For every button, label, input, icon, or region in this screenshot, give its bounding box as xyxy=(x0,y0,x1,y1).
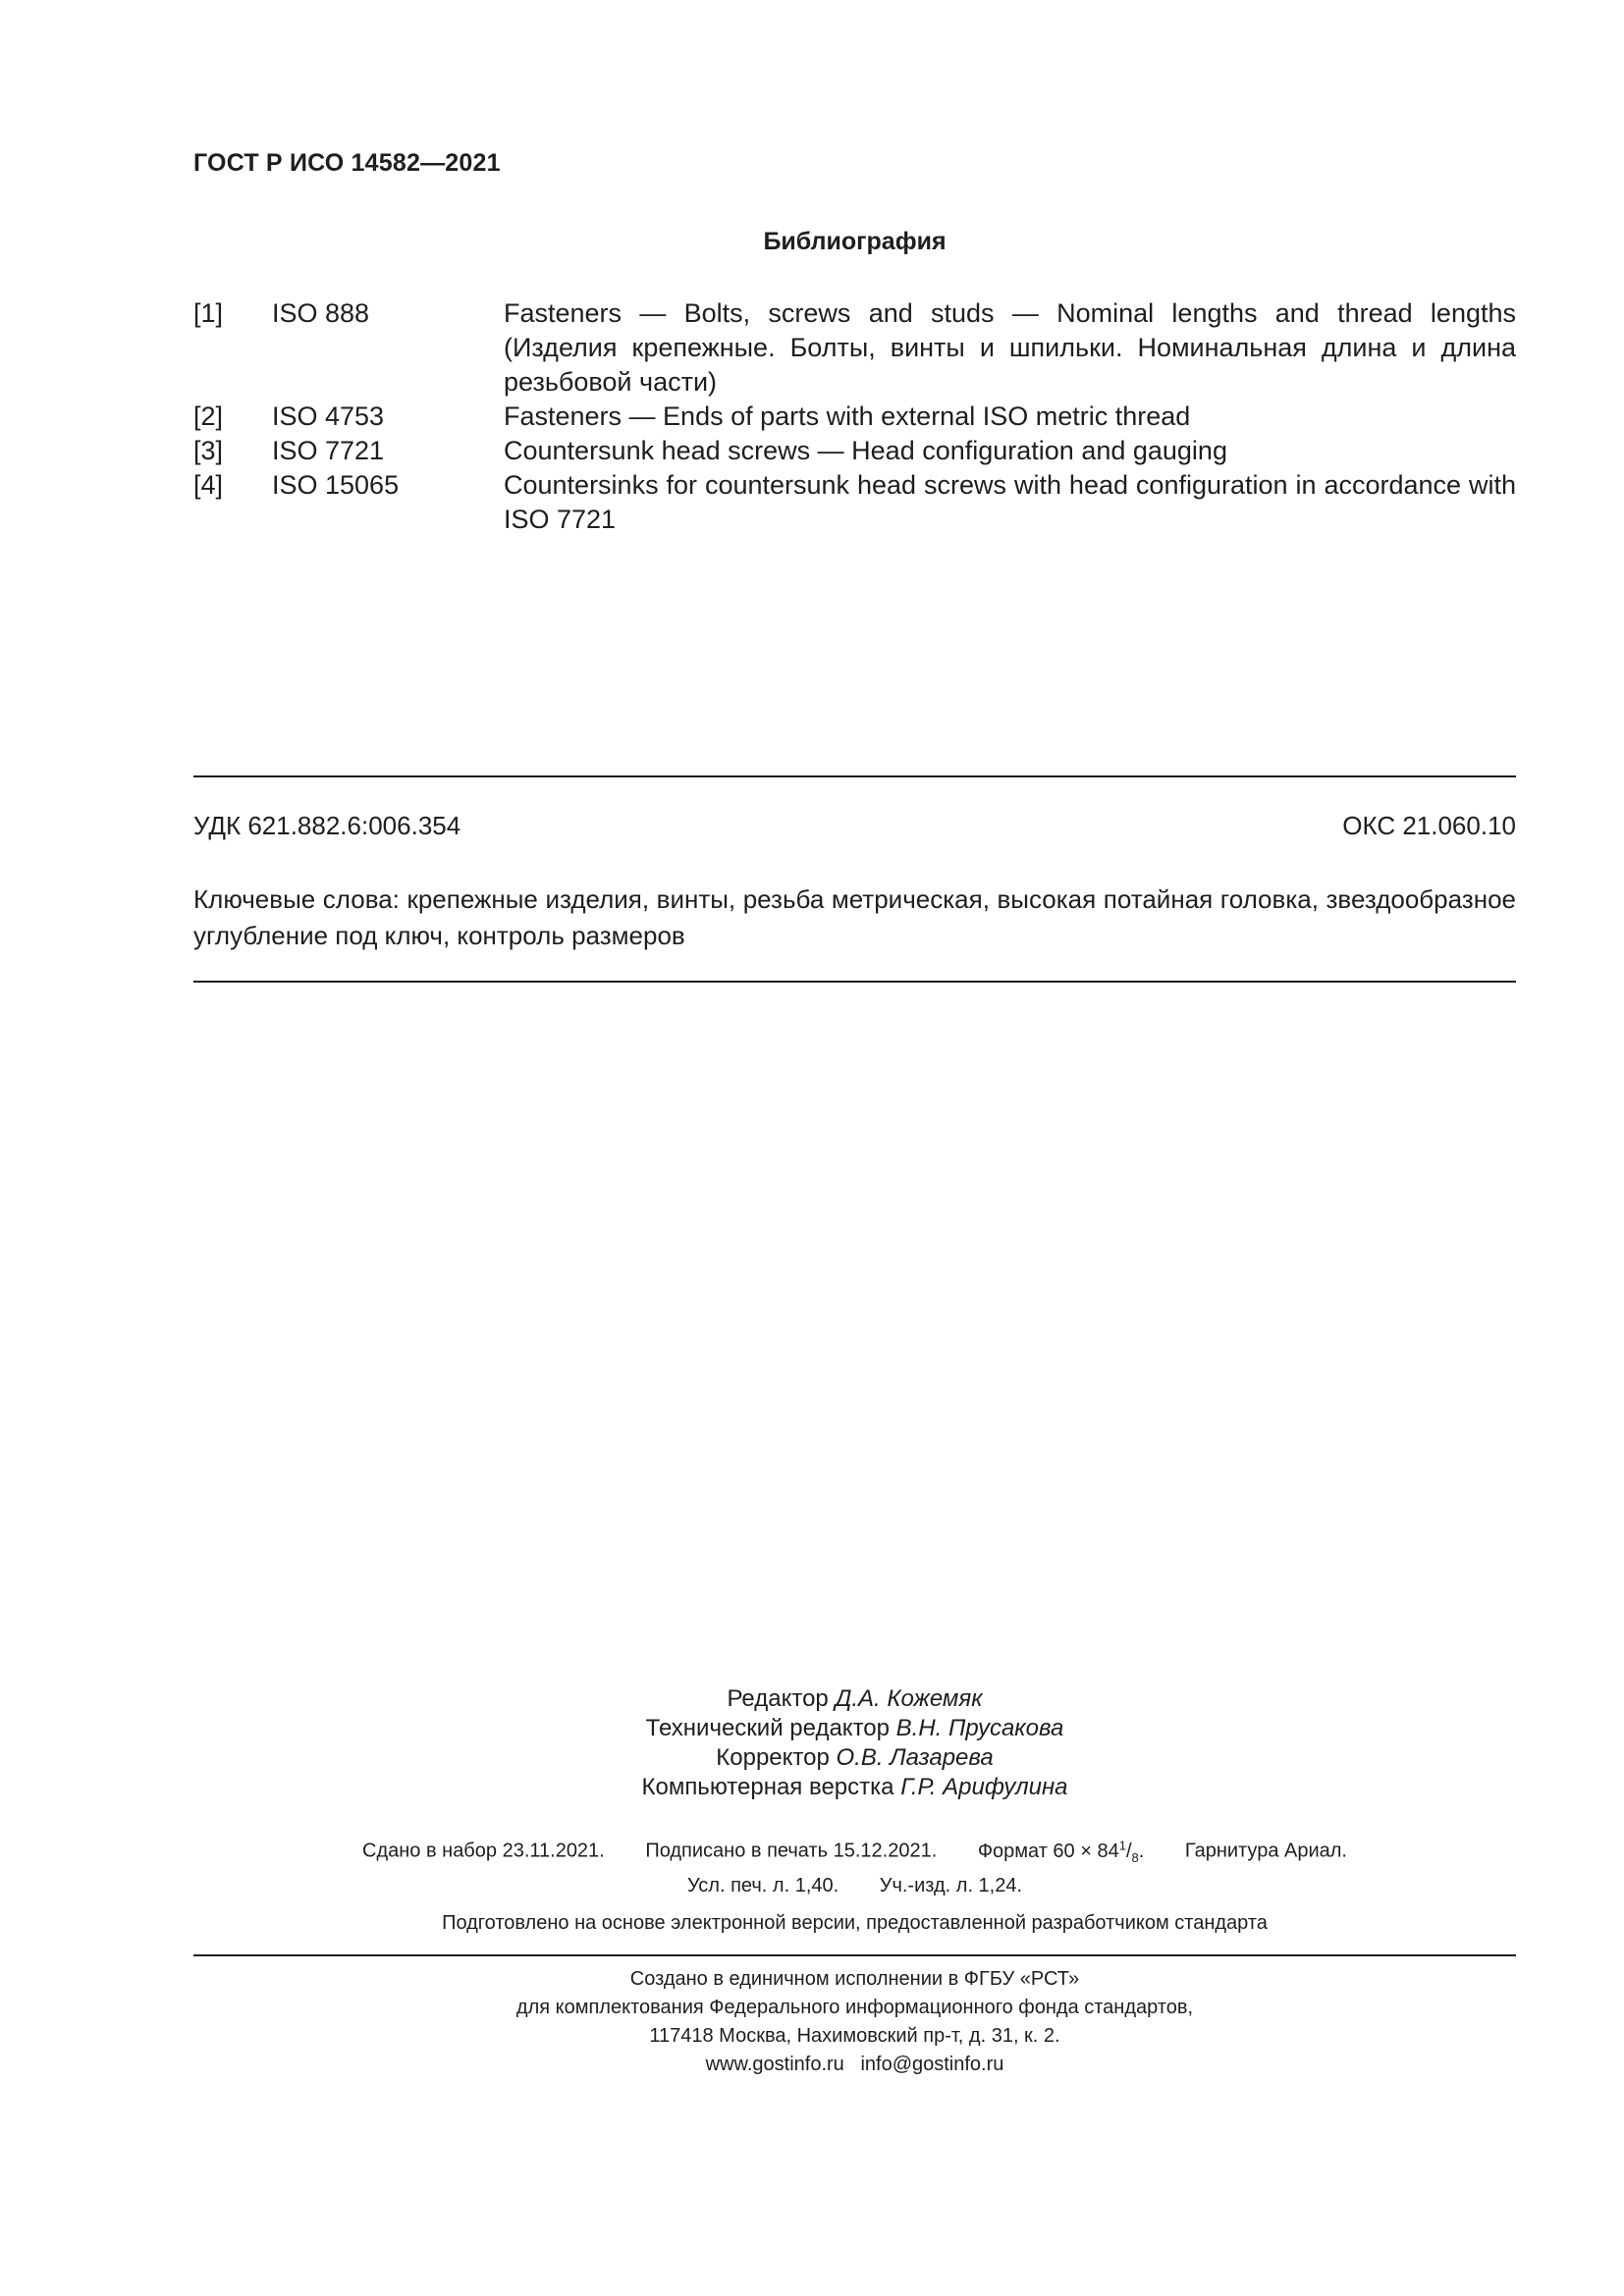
bibliography-item-number: [3] xyxy=(193,436,224,465)
bibliography-heading: Библиография xyxy=(763,228,947,255)
created-block xyxy=(193,1965,1516,2079)
credit-label: Технический редактор xyxy=(645,1715,890,1741)
format: Формат $60 \times 84^1/_8$. xyxy=(977,1838,1145,1865)
bibliography-item-title: Countersinks for countersunk head screws with head configuration in accordance with ISO 7721 xyxy=(504,470,1516,534)
bibliography-item-code: ISO 4753 xyxy=(272,401,385,431)
credit-label: Корректор xyxy=(716,1744,830,1771)
bibliography-item-code: ISO 7721 xyxy=(272,436,385,465)
credit-label: Компьютерная верстка xyxy=(641,1774,894,1800)
website-link[interactable]: www.gostinfo.ru xyxy=(705,2054,844,2075)
credit-name: О.В. Лазарева xyxy=(836,1744,994,1771)
bibliography-item xyxy=(193,400,1516,434)
submitted-date: Сдано в набор 23.11.2021. xyxy=(362,1840,605,1862)
document-code: ГОСТ Р ИСО 14582—2021 xyxy=(193,149,501,177)
bibliography-item xyxy=(193,296,1516,400)
print-info-line-2 xyxy=(193,1872,1516,1899)
bibliography-item-number: [4] xyxy=(193,470,224,500)
created-line: Создано в единичном исполнении в ФГБУ «РСТ» xyxy=(629,1968,1080,1990)
udk-code: УДК 621.882.6:006.354 xyxy=(193,811,461,840)
signed-date: Подписано в печать 15.12.2021. xyxy=(645,1840,938,1862)
bibliography-item-code: ISO 15065 xyxy=(272,470,400,500)
bibliography-item xyxy=(193,468,1516,537)
typeface: Гарнитура Ариал. xyxy=(1184,1840,1347,1862)
keywords: Ключевые слова: крепежные изделия, винты, резьба метрическая, высокая потайная головка, звездообразное углубление под ключ, контроль размеров xyxy=(193,884,1516,950)
credit-name: Д.А. Кожемяк xyxy=(835,1685,983,1712)
divider-bottom xyxy=(193,1954,1516,1956)
bibliography-item-number: [1] xyxy=(193,298,224,328)
bibliography-item-number: [2] xyxy=(193,401,224,431)
email-link[interactable]: info@gostinfo.ru xyxy=(860,2054,1004,2075)
prepared-note: Подготовлено на основе электронной версии, предоставленной разработчиком стандарта xyxy=(442,1912,1268,1934)
created-line: для комплектования Федерального информационного фонда стандартов, xyxy=(515,1997,1194,2018)
credit-editor xyxy=(193,1684,1516,1714)
print-info-line-1 xyxy=(193,1832,1516,1872)
divider-top xyxy=(193,775,1516,777)
oks-code: ОКС 21.060.10 xyxy=(1342,811,1516,840)
divider-keywords xyxy=(193,981,1516,983)
credit-layout xyxy=(193,1773,1516,1802)
pub-sheets: Уч.-изд. л. 1,24. xyxy=(879,1874,1023,1896)
print-info xyxy=(193,1832,1516,1899)
credit-name: В.Н. Прусакова xyxy=(895,1715,1064,1741)
bibliography-item-title: Countersunk head screws — Head configuration and gauging xyxy=(504,436,1227,465)
print-sheets: Усл. печ. л. 1,40. xyxy=(686,1874,839,1896)
credit-tech-editor xyxy=(193,1714,1516,1743)
created-line: 117418 Москва, Нахимовский пр-т, д. 31, к. 2. xyxy=(649,2025,1060,2047)
bibliography-item-title: Fasteners — Bolts, screws and studs — Nominal lengths and thread lengths (Изделия крепежные. Болты, винты и шпильки. Номинальная длина и длина резьбовой части) xyxy=(504,298,1516,397)
credit-corrector xyxy=(193,1743,1516,1773)
credit-name: Г.Р. Арифулина xyxy=(900,1774,1068,1800)
contacts-line xyxy=(193,2051,1516,2079)
credit-label: Редактор xyxy=(727,1685,829,1712)
bibliography-list xyxy=(193,296,1516,537)
bibliography-item-code: ISO 888 xyxy=(272,298,370,328)
bibliography-item-title: Fasteners — Ends of parts with external ISO metric thread xyxy=(504,401,1191,431)
credits-block xyxy=(193,1684,1516,1802)
bibliography-item xyxy=(193,434,1516,468)
